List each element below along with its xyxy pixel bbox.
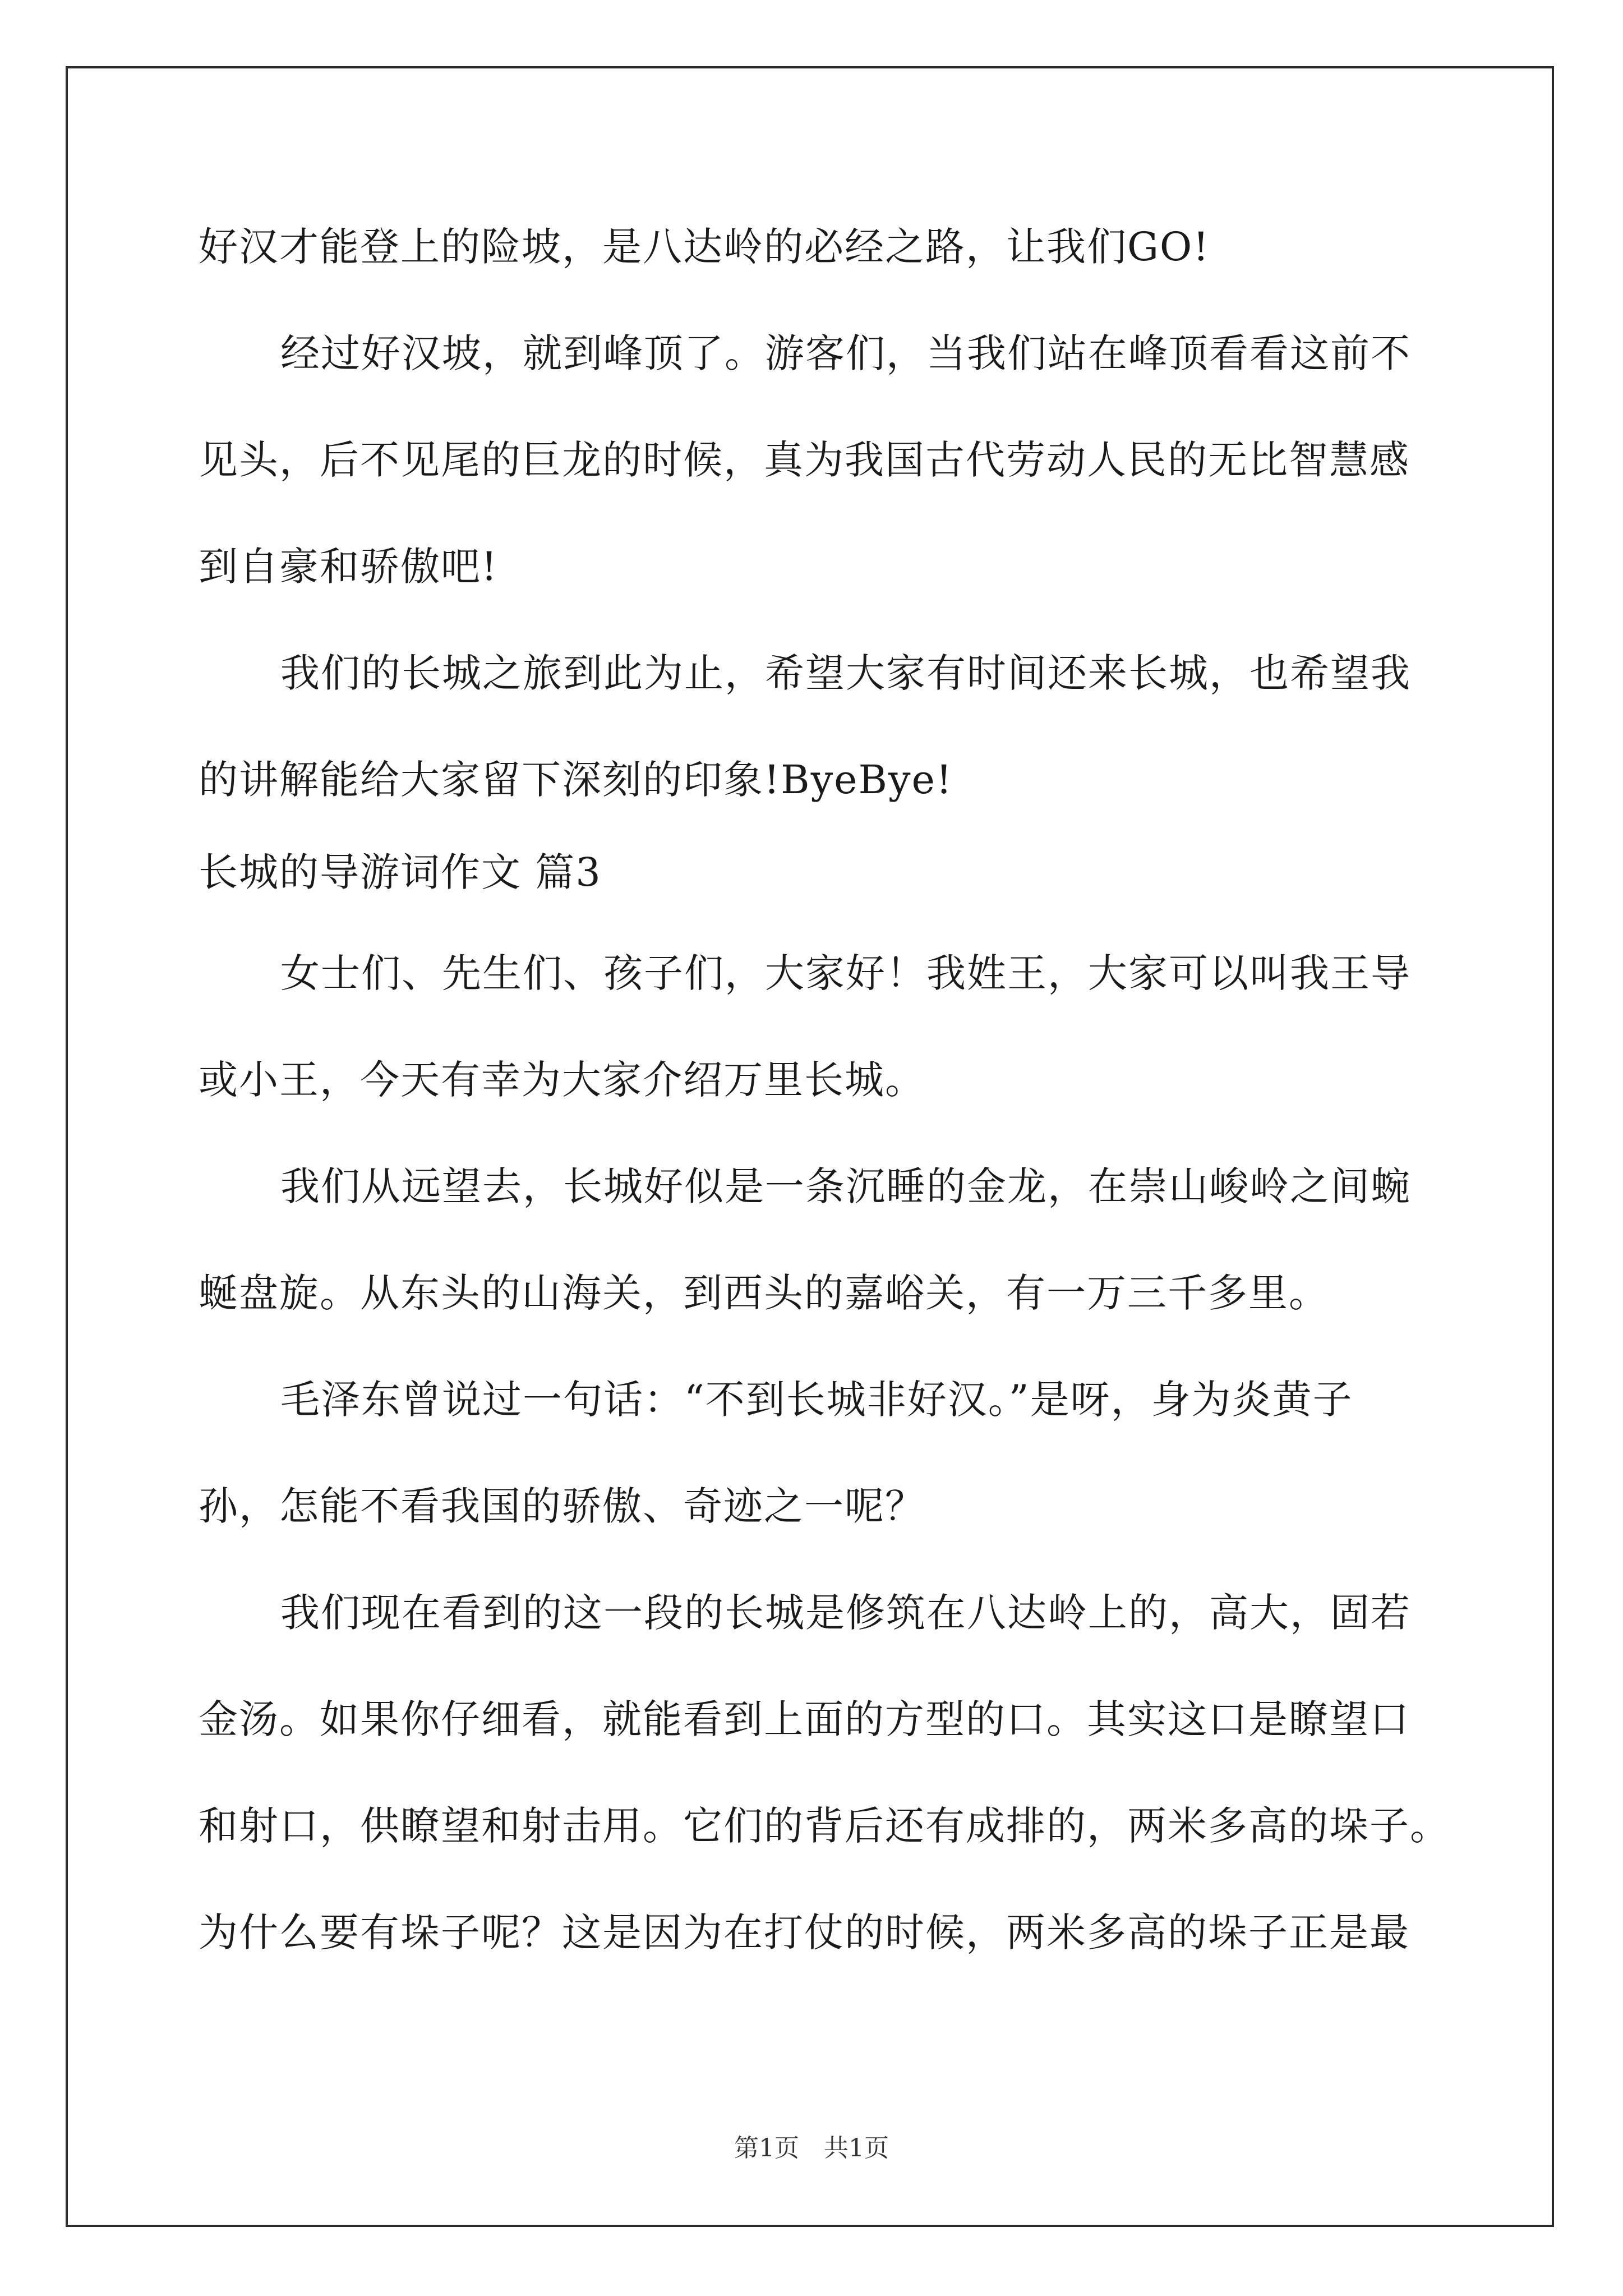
text-line: 蜒盘旋。从东头的山海关，到西头的嘉峪关，有一万三千多里。 [199, 1270, 1329, 1316]
document-body [199, 0, 1450, 2076]
paragraph-line: 毛泽东曾说过一句话：“不到长城非好汉。”是呀，身为炎黄子 [280, 1377, 1353, 1423]
text-line: 见头，后不见尾的巨龙的时候，真为我国古代劳动人民的无比智慧感 [199, 437, 1410, 483]
paragraph-line: 我们现在看到的这一段的长城是修筑在八达岭上的，高大，固若 [280, 1590, 1411, 1636]
text-line: 的讲解能给大家留下深刻的印象!ByeBye! [199, 757, 953, 803]
section-heading: 长城的导游词作文 篇3 [199, 849, 602, 895]
text-line: 金汤。如果你仔细看，就能看到上面的方型的口。其实这口是瞭望口 [199, 1696, 1410, 1742]
text-line: 好汉才能登上的险坡，是八达岭的必经之路，让我们GO! [199, 224, 1210, 270]
paragraph-line: 经过好汉坡，就到峰顶了。游客们，当我们站在峰顶看看这前不 [280, 330, 1411, 376]
text-line: 或小王，今天有幸为大家介绍万里长城。 [199, 1057, 925, 1103]
page-number-footer: 第1页 共1页 [734, 2134, 889, 2162]
text-line: 到自豪和骄傲吧! [199, 544, 499, 590]
paragraph-line: 我们的长城之旅到此为止，希望大家有时间还来长城，也希望我 [280, 650, 1411, 696]
paragraph-line: 女士们、先生们、孩子们，大家好！我姓王，大家可以叫我王导 [280, 950, 1411, 996]
paragraph-line: 我们从远望去，长城好似是一条沉睡的金龙，在崇山峻岭之间蜿 [280, 1163, 1411, 1209]
text-line: 为什么要有垛子呢？这是因为在打仗的时候，两米多高的垛子正是最 [199, 1910, 1410, 1955]
text-line: 和射口，供瞭望和射击用。它们的背后还有成排的，两米多高的垛子。 [199, 1803, 1450, 1849]
text-line: 孙，怎能不看我国的骄傲、奇迹之一呢？ [199, 1483, 925, 1529]
